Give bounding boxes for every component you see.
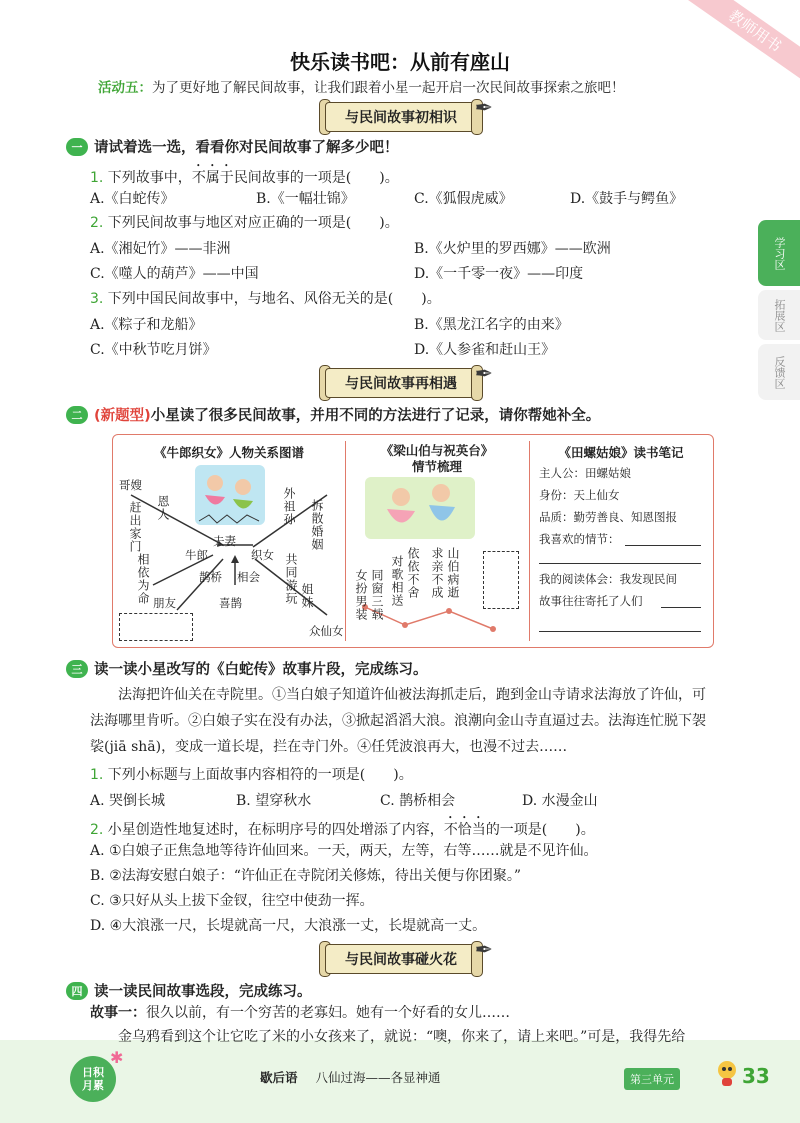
section-two-badge: 二	[66, 406, 88, 424]
option-1-3-d[interactable]: D.《人参雀和赶山王》	[414, 342, 556, 358]
notes-reflection: 我的阅读体会：我发现民间	[539, 572, 677, 586]
option-3-1-a[interactable]: A. 哭倒长城	[90, 793, 166, 809]
section-three-badge: 三	[66, 660, 88, 678]
option-1-1-d[interactable]: D.《鼓手与鳄鱼》	[570, 191, 684, 207]
notes-title: 《田螺姑娘》读书笔记	[558, 445, 684, 460]
option-1-1-c[interactable]: C.《狐假虎威》	[414, 191, 513, 207]
blank-line-3[interactable]	[661, 607, 701, 608]
plot-event-1: 女扮男装	[354, 569, 368, 621]
records-box	[112, 434, 714, 648]
activity-label: 活动五：	[98, 80, 152, 96]
label-fairies: 众仙女	[309, 624, 344, 638]
notes-quality: 品质：勤劳善良、知恩图报	[539, 510, 677, 524]
footer-proverb	[260, 1068, 441, 1086]
quill-icon: ✒	[474, 362, 493, 387]
option-1-3-b[interactable]: B.《黑龙江名字的由来》	[414, 317, 569, 333]
label-couple: 夫妻	[213, 534, 236, 548]
liang-zhu-plot	[345, 435, 529, 647]
label-friend: 朋友	[153, 596, 176, 610]
option-3-1-b[interactable]: B. 望穿秋水	[236, 793, 312, 809]
label-brother-sister-in-law: 哥嫂	[119, 478, 142, 492]
banner-meet-again-text: 与民间故事再相遇	[325, 368, 477, 398]
banner-spark	[325, 938, 493, 972]
teacher-edition-ribbon: 教师用书	[678, 0, 800, 90]
section-two-heading	[66, 404, 600, 425]
option-1-3-c[interactable]: C.《中秋节吃月饼》	[90, 342, 217, 358]
new-question-tag: (新题型)	[94, 408, 151, 424]
activity-intro	[98, 76, 625, 96]
banner-first-meet-text: 与民间故事初相识	[325, 102, 477, 132]
option-3-1-d[interactable]: D. 水漫金山	[522, 793, 598, 809]
story-one-line1: 故事一：很久以前，有一个穷苦的老寡妇。她有一个好看的女儿……	[90, 1005, 510, 1021]
blank-line-4[interactable]	[539, 631, 701, 632]
section-one-badge: 一	[66, 138, 88, 156]
quill-icon: ✒	[474, 96, 493, 121]
section-one-title: 请试着选一选，看看你对民间故事了解多少吧！	[94, 140, 399, 156]
option-3-2-c[interactable]: C. ③只好从头上拔下金钗，往空中使劲一挥。	[90, 893, 374, 909]
question-3-2: 2. 小星创造性地复述时，在标明序号的四处增添了内容，不恰当的一项是( )。	[90, 822, 595, 838]
option-1-2-d[interactable]: D.《一千零一夜》——印度	[414, 266, 584, 282]
label-meet: 相会	[237, 570, 260, 584]
section-three-title: 读一读小星改写的《白蛇传》故事片段，完成练习。	[94, 662, 428, 678]
section-one-heading	[66, 136, 399, 157]
plot-event-3: 对歌相送	[390, 555, 404, 607]
option-3-1-c[interactable]: C. 鹊桥相会	[380, 793, 456, 809]
plot-subtitle: 情节梳理	[411, 459, 462, 474]
blank-line-2[interactable]	[539, 563, 701, 564]
option-1-3-a[interactable]: A.《粽子和龙船》	[90, 317, 203, 333]
label-benefactor: 恩人	[156, 495, 170, 521]
notes-reflection-cont: 故事往往寄托了人们	[539, 594, 643, 608]
white-snake-passage: 法海把许仙关在寺院里。①当白娘子知道许仙被法海抓走后，跑到金山寺请求法海放了许仙，可法海哪里肯听。②白娘子实在没有办法，③掀起滔滔大浪。浪潮向金山寺直逼过去。法海连忙脱下袈裟(jiā shā)，变成一道长堤，拦在寺门外。④任凭波浪再大，也漫不过去……	[90, 687, 706, 755]
blank-box-plot[interactable]	[483, 551, 519, 609]
daily-accumulation-logo: 日积 月累	[70, 1056, 116, 1102]
niulang-relationship-map	[113, 435, 345, 647]
option-1-2-b[interactable]: B.《火炉里的罗西娜》——欧洲	[414, 241, 611, 257]
section-four-heading	[66, 980, 312, 1001]
option-3-2-d[interactable]: D. ④大浪涨一尺，长堤就高一尺，大浪涨一丈，长堤就高一丈。	[90, 918, 487, 934]
option-3-2-a[interactable]: A. ①白娘子正焦急地等待许仙回来。一天，两天，左等，右等……就是不见许仙。	[90, 843, 598, 859]
quill-icon: ✒	[474, 938, 493, 963]
option-1-1-a[interactable]: A.《白蛇传》	[90, 191, 175, 207]
section-two-title: 小星读了很多民间故事，并用不同的方法进行了记录，请你帮她补全。	[150, 408, 601, 424]
star-icon: ✱	[110, 1048, 124, 1067]
tab-feedback-area[interactable]: 反馈区	[758, 344, 800, 400]
label-niulang: 牛郎	[185, 548, 208, 562]
banner-meet-again	[325, 362, 493, 396]
question-3-1: 1. 下列小标题与上面故事内容相符的一项是( )。	[90, 767, 413, 783]
label-magpie-bridge: 鹊桥	[199, 570, 222, 584]
section-four-title: 读一读民间故事选段，完成练习。	[94, 984, 312, 1000]
banner-first-meet	[325, 96, 493, 130]
plot-event-2: 同窗三载	[370, 569, 384, 621]
option-1-2-a[interactable]: A.《湘妃竹》——非洲	[90, 241, 231, 257]
tab-extend-area[interactable]: 拓展区	[758, 290, 800, 340]
label-grandparent: 外祖孙	[282, 487, 296, 526]
question-1-3: 3. 下列中国民间故事中，与地名、风俗无关的是( )。	[90, 291, 441, 307]
question-1-2: 2. 下列民间故事与地区对应正确的一项是( )。	[90, 215, 399, 231]
plot-event-5: 求亲不成	[430, 547, 444, 599]
label-play-together: 共同游玩	[284, 553, 298, 605]
section-four-badge: 四	[66, 982, 88, 1000]
plot-title: 《梁山伯与祝英台》	[380, 443, 494, 458]
notes-favorite-plot: 我喜欢的情节：	[539, 532, 620, 546]
label-sisters: 姐妹	[300, 583, 314, 609]
page-number: 33	[742, 1064, 770, 1088]
option-1-2-c[interactable]: C.《噬人的葫芦》——中国	[90, 266, 259, 282]
plot-event-6: 山伯病逝	[446, 547, 460, 599]
proverb-label: 歇后语	[260, 1070, 298, 1085]
tianluo-reading-notes	[529, 435, 713, 647]
notes-identity: 身份：天上仙女	[539, 488, 620, 502]
proverb-text: 八仙过海——各显神通	[315, 1070, 441, 1085]
mascot-icon	[716, 1058, 738, 1088]
page-title: 快乐读书吧：从前有座山	[290, 50, 510, 74]
activity-text: 为了更好地了解民间故事，让我们跟着小星一起开启一次民间故事探索之旅吧！	[152, 80, 625, 96]
story-one-line2: 金乌鸦看到这个让它吃了米的小女孩来了，就说：“噢，你来了，请上来吧。”可是，我得先给	[118, 1029, 686, 1045]
label-depend-on-each-other: 相依为命	[136, 553, 150, 605]
label-driven-out: 赶出家门	[128, 501, 142, 553]
option-3-2-b[interactable]: B. ②法海安慰白娘子：“许仙正在寺院闭关修炼，待出关便与你团聚。”	[90, 868, 522, 884]
label-magpie: 喜鹊	[219, 596, 242, 610]
section-three-heading	[66, 658, 428, 679]
tab-study-area[interactable]: 学习区	[758, 220, 800, 286]
notes-protagonist: 主人公：田螺姑娘	[539, 466, 631, 480]
question-1-1: 1. 下列故事中，不属于民间故事的一项是( )。	[90, 170, 399, 186]
blank-line-1[interactable]	[625, 545, 701, 546]
banner-spark-text: 与民间故事碰火花	[325, 944, 477, 974]
plot-event-4: 依依不舍	[406, 547, 420, 599]
option-1-1-b[interactable]: B.《一幅壮锦》	[256, 191, 355, 207]
unit-label: 第三单元	[624, 1068, 680, 1090]
map-title: 《牛郎织女》人物关系图谱	[153, 445, 304, 460]
blank-box-left[interactable]	[119, 613, 193, 641]
label-break-up: 拆散婚姻	[310, 499, 324, 551]
label-zhinv: 织女	[251, 548, 274, 562]
